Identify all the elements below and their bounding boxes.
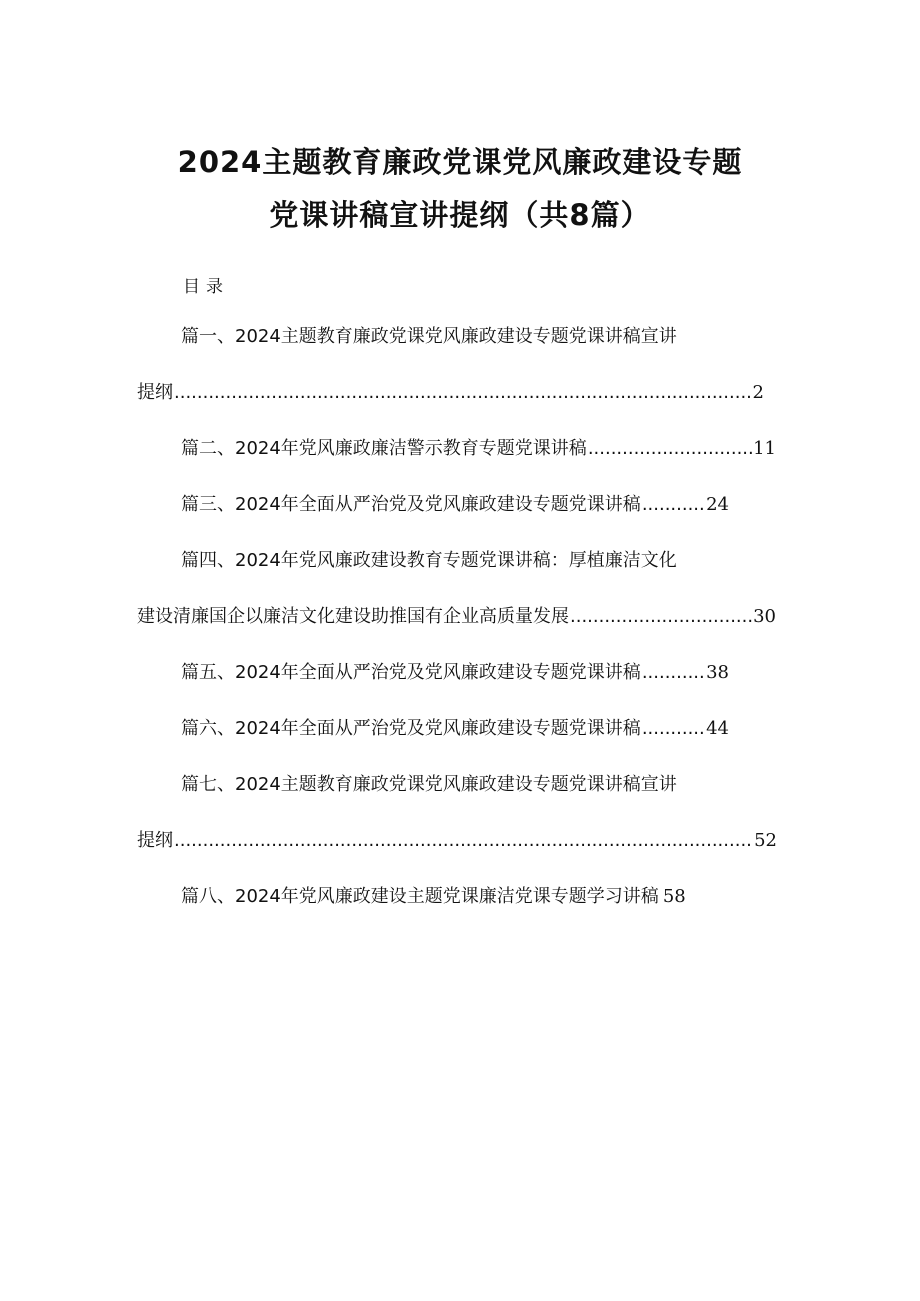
document-title-line-2: 党课讲稿宣讲提纲（共8篇）: [269, 198, 651, 232]
toc-entry-6-page: 44: [706, 718, 729, 739]
toc-entry-3[interactable]: [181, 492, 729, 518]
toc-entry-4-continuation-row[interactable]: [137, 604, 776, 630]
toc-entry-7-page: 52: [754, 830, 777, 851]
toc-entry-2-label: 篇二、2024年党风廉政廉洁警示教育专题党课讲稿: [181, 438, 587, 459]
toc-entry-6-label: 篇六、2024年全面从严治党及党风廉政建设专题党课讲稿: [181, 718, 641, 739]
toc-leader-dots: [174, 828, 753, 854]
toc-leader-dots: [642, 716, 705, 742]
toc-entry-5-page: 38: [706, 662, 729, 683]
toc-entry-4-continuation: 建设清廉国企以廉洁文化建设助推国有企业高质量发展: [137, 606, 569, 627]
toc-entry-8-label: 篇八、2024年党风廉政建设主题党课廉洁党课专题学习讲稿: [181, 886, 659, 907]
toc-leader-dots: [642, 492, 705, 518]
toc-entry-2-page: 11: [753, 438, 776, 459]
toc-entry-3-page: 24: [706, 494, 729, 515]
toc-entry-5[interactable]: [181, 660, 729, 686]
toc-entry-1-page: 2: [752, 382, 764, 403]
toc-entry-6[interactable]: [181, 716, 729, 742]
toc-leader-dots: [642, 660, 705, 686]
toc-entry-1-label[interactable]: 篇一、2024主题教育廉政党课党风廉政建设专题党课讲稿宣讲: [181, 326, 677, 347]
toc-entry-7-continuation: 提纲: [137, 830, 173, 851]
toc-entry-4-page: 30: [753, 606, 776, 627]
toc-entry-8[interactable]: [181, 884, 739, 910]
toc-entry-4-label[interactable]: 篇四、2024年党风廉政建设教育专题党课讲稿：厚植廉洁文化: [181, 550, 677, 571]
toc-leader-dots: [570, 604, 752, 630]
document-title-line-1: 2024主题教育廉政党课党风廉政建设专题: [177, 145, 743, 179]
toc-entry-1-continuation: 提纲: [137, 382, 173, 403]
toc-leader-dots: [588, 436, 752, 462]
toc-leader-dots: [174, 380, 752, 406]
toc-entry-7-label[interactable]: 篇七、2024主题教育廉政党课党风廉政建设专题党课讲稿宣讲: [181, 774, 677, 795]
toc-entry-3-label: 篇三、2024年全面从严治党及党风廉政建设专题党课讲稿: [181, 494, 641, 515]
toc-entry-8-page: 58: [662, 886, 686, 907]
toc-entry-7-continuation-row[interactable]: [137, 828, 777, 854]
toc-heading: 目录: [183, 277, 229, 297]
toc-entry-5-label: 篇五、2024年全面从严治党及党风廉政建设专题党课讲稿: [181, 662, 641, 683]
toc-entry-2[interactable]: [181, 436, 776, 462]
toc-entry-1-continuation-row[interactable]: [137, 380, 764, 406]
